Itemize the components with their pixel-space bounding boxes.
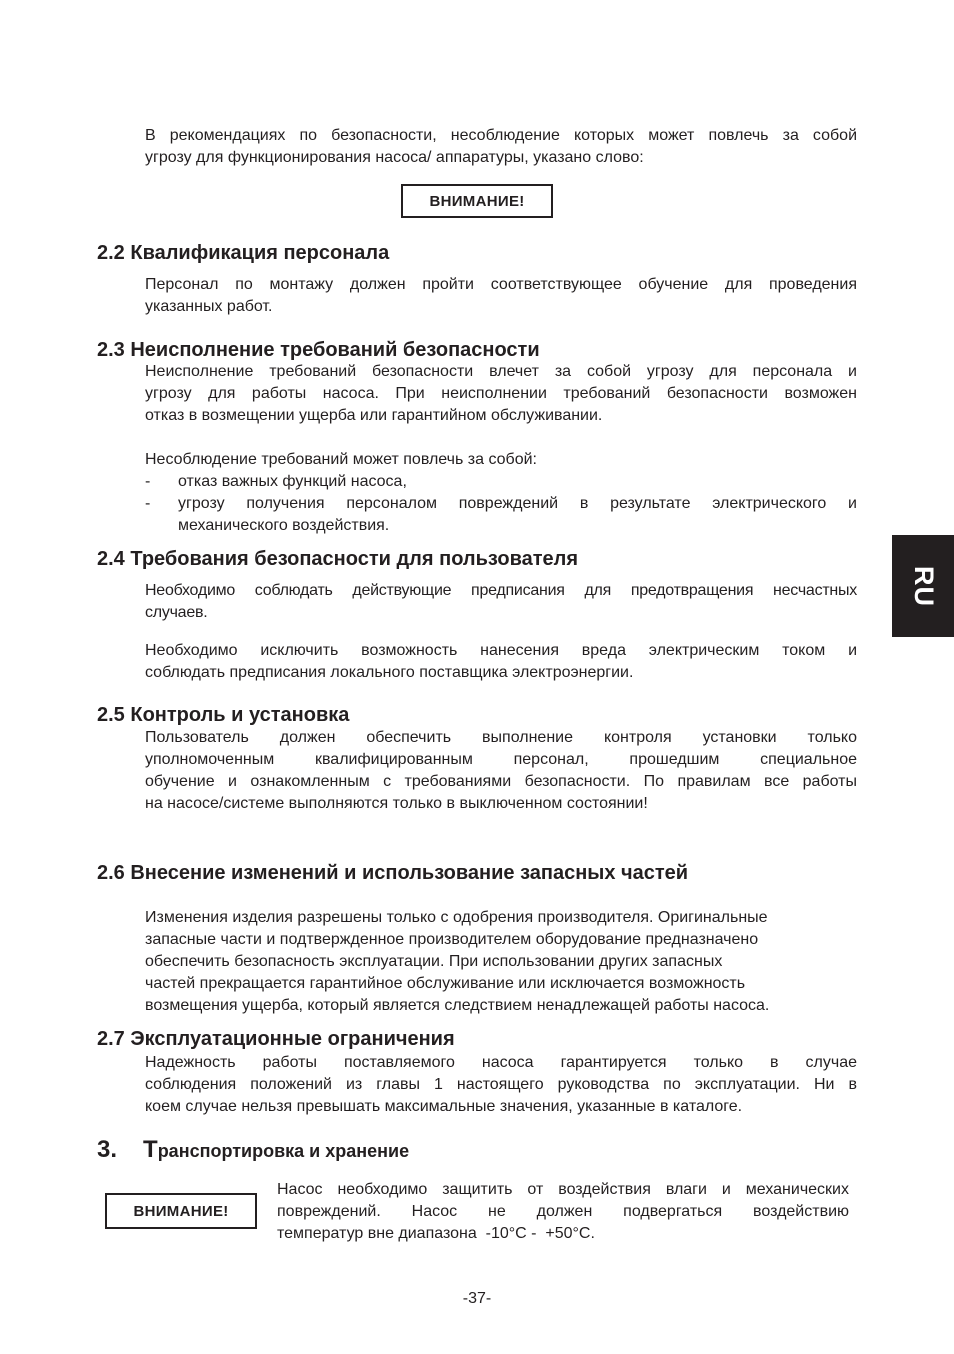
text-line: Изменения изделия разрешены только с одобрения производителя. Оригинальные	[145, 909, 768, 926]
section-2-4-paragraph-1	[145, 580, 857, 624]
title-part: ранспортировка	[157, 1141, 305, 1161]
list-item	[145, 471, 857, 493]
section-2-7-paragraph	[145, 1052, 857, 1118]
text-line: повреждений. Насос не должен подвергаться воздействию	[277, 1203, 849, 1220]
text-line: угрозу для работы насоса. При неисполнении требований безопасности возможен	[145, 385, 857, 402]
list-bullet: -	[145, 495, 151, 512]
section-heading-2-2: 2.2 Квалификация персонала	[97, 242, 390, 264]
list-bullet: -	[145, 473, 151, 490]
text-line: Необходимо соблюдать действующие предписания для предотвращения несчастных	[145, 582, 857, 599]
text-line: Пользователь должен обеспечить выполнение контроля установки только	[145, 729, 857, 746]
title-part: хранение	[325, 1141, 410, 1161]
section-2-3-paragraph-2	[145, 449, 857, 471]
text-line: Персонал по монтажу должен пройти соответствующее обучение для проведения	[145, 276, 857, 293]
text-line: Надежность работы поставляемого насоса гарантируется только в случае	[145, 1054, 857, 1071]
section-heading-2-7: 2.7 Эксплуатационные ограничения	[97, 1028, 455, 1050]
list-item-text: механического воздействия.	[178, 517, 390, 534]
text-line: уполномоченным квалифицированным персонал, прошедшим специальное	[145, 751, 857, 768]
intro-paragraph	[145, 125, 857, 169]
text-line: температур вне диапазона -10°C - +50°C.	[277, 1225, 595, 1242]
page-number: -37-	[462, 1290, 492, 1307]
text-line: обеспечить безопасность эксплуатации. При использовании других запасных	[145, 953, 723, 970]
text-line: угрозу для функционирования насоса/ аппаратуры, указано слово:	[145, 149, 644, 166]
section-2-2-paragraph	[145, 274, 857, 318]
section-heading-2-3: 2.3 Неисполнение требований безопасности	[97, 339, 540, 361]
section-heading-2-4: 2.4 Требования безопасности для пользователя	[97, 548, 579, 570]
list-item	[145, 493, 857, 537]
text-line: обучение и ознакомленным с требованиями безопасности. По правилам все работы	[145, 773, 857, 790]
text-line: запасные части и подтвержденное производителем оборудование предназначено	[145, 931, 759, 948]
section-heading-2-5: 2.5 Контроль и установка	[97, 704, 350, 726]
text-line: соблюдать предписания локального поставщика электроэнергии.	[145, 664, 634, 681]
section-number: 3.	[97, 1136, 118, 1163]
title-initial: Т	[143, 1136, 158, 1163]
section-2-6-paragraph	[145, 907, 857, 1017]
text-line: Неисполнение требований безопасности влечет за собой угрозу для персонала и	[145, 363, 857, 380]
text-line: частей прекращается гарантийное обслуживание или исключается возможность	[145, 975, 746, 992]
warning-label-box: ВНИМАНИЕ!	[105, 1193, 257, 1229]
text-line: случаев.	[145, 604, 208, 621]
section-3-paragraph	[277, 1179, 849, 1245]
text-line: возмещения ущерба, который является следствием ненадлежащей работы насоса.	[145, 997, 770, 1014]
text-line: Несоблюдение требований может повлечь за собой:	[145, 451, 537, 468]
list-item-text: отказ важных функций насоса,	[178, 473, 407, 490]
section-heading-3	[97, 1131, 409, 1166]
warning-label-box: ВНИМАНИЕ!	[401, 184, 553, 218]
text-line: отказ в возмещении ущерба или гарантийном обслуживании.	[145, 407, 603, 424]
language-tab-label: RU	[908, 565, 939, 607]
list-item-text: угрозу получения персоналом повреждений в результате электрического и	[178, 495, 857, 512]
text-line: Насос необходимо защитить от воздействия влаги и механических	[277, 1181, 849, 1198]
section-heading-2-6: 2.6 Внесение изменений и использование запасных частей	[97, 862, 689, 884]
text-line: коем случае нельзя превышать максимальные значения, указанные в каталоге.	[145, 1098, 743, 1115]
section-2-3-paragraph-1	[145, 361, 857, 427]
text-line: Необходимо исключить возможность нанесения вреда электрическим током и	[145, 642, 857, 659]
text-line: В рекомендациях по безопасности, несоблюдение которых может повлечь за собой	[145, 127, 857, 144]
title-part: и	[304, 1141, 326, 1161]
language-tab	[892, 535, 954, 637]
text-line: соблюдения положений из главы 1 настоящего руководства по эксплуатации. Ни в	[145, 1076, 857, 1093]
section-2-5-paragraph	[145, 727, 857, 815]
text-line: указанных работ.	[145, 298, 273, 315]
text-line: на насосе/системе выполняются только в выключенном состоянии!	[145, 795, 648, 812]
section-2-4-paragraph-2	[145, 640, 857, 684]
